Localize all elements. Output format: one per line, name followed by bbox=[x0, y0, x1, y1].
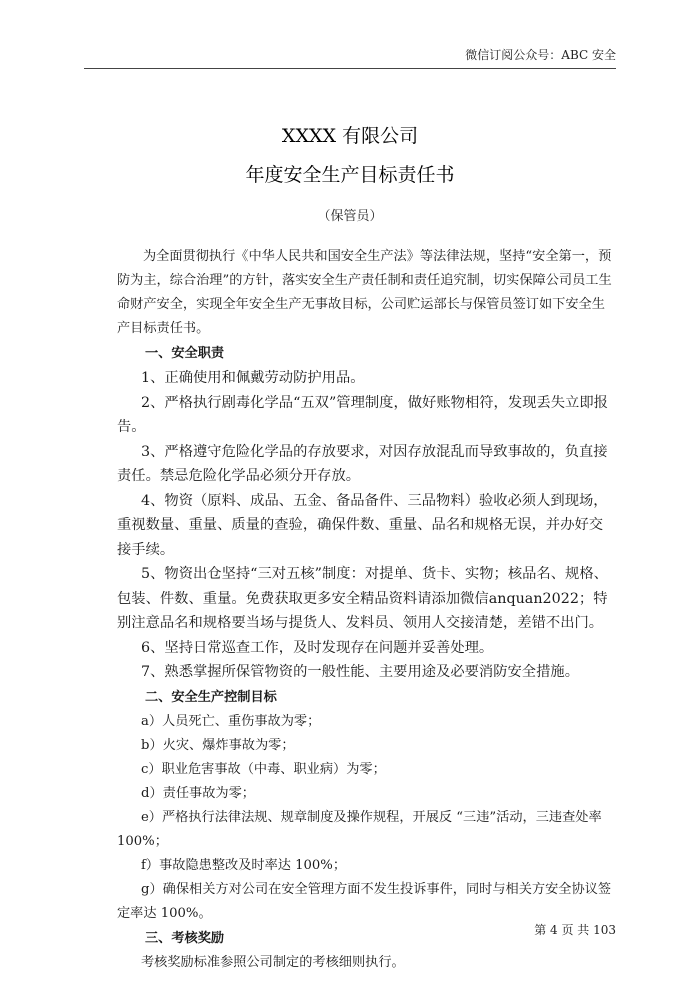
list-item: d）责任事故为零； bbox=[141, 785, 255, 801]
section-heading-rewards: 三、考核奖励 bbox=[145, 930, 225, 946]
document-title: 年度安全生产目标责任书 bbox=[245, 164, 455, 186]
list-item: 2、严格执行剧毒化学品“五双”管理制度，做好账物相符，发现丢失立即报告。 bbox=[117, 394, 608, 435]
list-item: 3、严格遵守危险化学品的存放要求，对因存放混乱而导致事故的，负直接责任。禁忌危险化学品必须分开存放。 bbox=[117, 443, 608, 484]
list-item: 7、熟悉掌握所保管物资的一般性能、主要用途及必要消防安全措施。 bbox=[141, 664, 579, 680]
document-body bbox=[117, 245, 617, 975]
list-item: b）火灾、爆炸事故为零； bbox=[141, 737, 295, 753]
list-item: c）职业危害事故（中毒、职业病）为零； bbox=[141, 761, 386, 777]
list-item: 1、正确使用和佩戴劳动防护用品。 bbox=[141, 370, 365, 386]
page-number: 第 4 页 共 103 bbox=[534, 923, 616, 937]
list-item: e）严格执行法律法规、规章制度及操作规程，开展反 “三违”活动，三违查处率100%； bbox=[117, 809, 602, 849]
company-title: XXXX 有限公司 bbox=[281, 125, 419, 147]
list-item: 4、物资（原料、成品、五金、备品备件、三品物料）验收必须人到现场，重视数量、重量、质量的查验，确保件数、重量、品名和规格无误，并办好交接手续。 bbox=[117, 492, 608, 558]
section-heading-duties: 一、安全职责 bbox=[145, 346, 225, 361]
list-item: f）事故隐患整改及时率达 100%； bbox=[141, 857, 347, 873]
header-divider bbox=[84, 68, 616, 69]
intro-paragraph: 为全面贯彻执行《中华人民共和国安全生产法》等法律法规，坚持“安全第一，预防为主，综合治理”的方针，落实安全生产责任制和责任追究制，切实保障公司员工生命财产安全，实现全年安全生产无事故目标，公司贮运部长与保管员签订如下安全生产目标责任书。 bbox=[117, 249, 612, 336]
list-item: 5、物资出仓坚持“三对五核”制度：对提单、货卡、实物；核品名、规格、包装、件数、重量。免费获取更多安全精品资料请添加微信anquan2022；特别注意品名和规格要当场与提货人、发料员、领用人交接清楚，差错不出门。 bbox=[117, 566, 608, 631]
page-header: 微信订阅公众号：ABC 安全 bbox=[465, 48, 616, 62]
list-item: 考核奖励标准参照公司制定的考核细则执行。 bbox=[141, 954, 405, 970]
list-item: a）人员死亡、重伤事故为零； bbox=[141, 713, 321, 729]
list-item: 6、坚持日常巡查工作，及时发现存在问题并妥善处理。 bbox=[141, 639, 494, 656]
list-item: g）确保相关方对公司在安全管理方面不发生投诉事件，同时与相关方安全协议签定率达 100%。 bbox=[117, 881, 612, 921]
section-heading-targets: 二、安全生产控制目标 bbox=[145, 689, 277, 705]
role-subtitle: （保管员） bbox=[317, 209, 383, 224]
